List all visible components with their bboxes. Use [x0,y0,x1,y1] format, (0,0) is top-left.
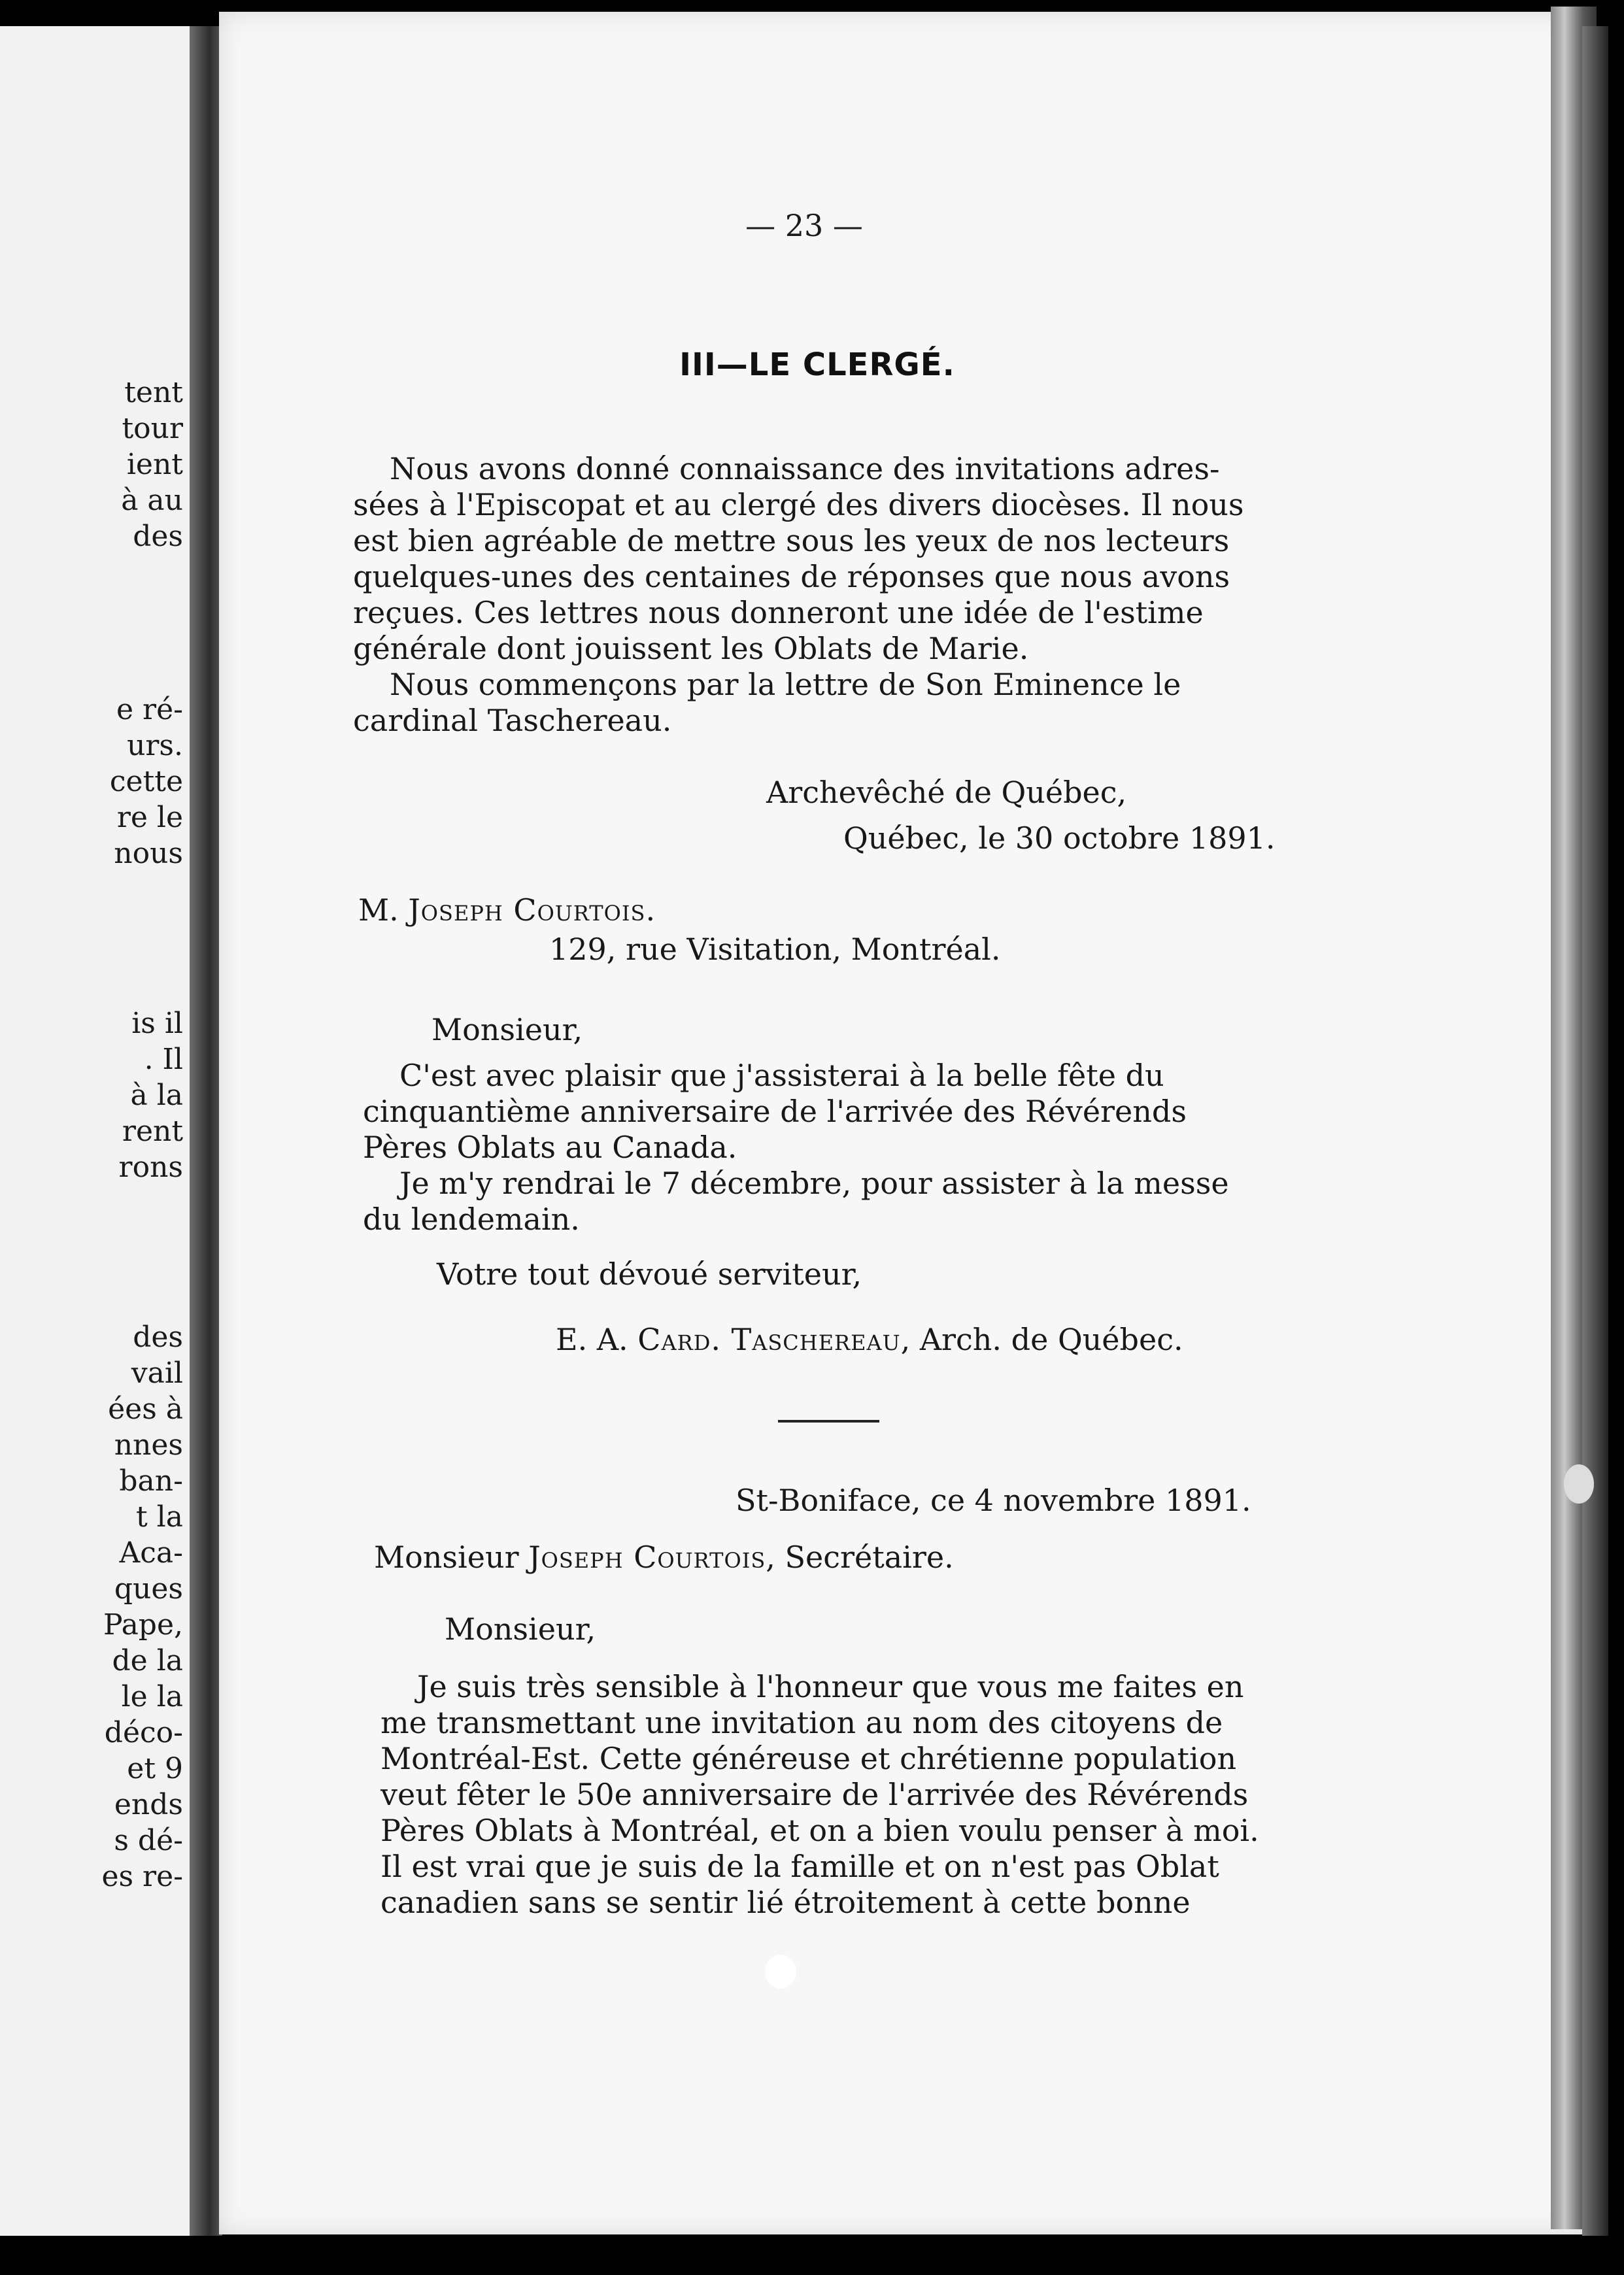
text-line: est bien agréable de mettre sous les yeux de nos lecteurs [353,523,1230,558]
text-line: Nous commençons par la lettre de Son Eminence le [390,667,1181,702]
text-line: cinquantième anniversaire de l'arrivée des Révérends [363,1094,1187,1129]
section-title: III—LE CLERGÉ. [679,346,955,383]
text-line: Montréal-Est. Cette généreuse et chrétienne population [381,1741,1237,1776]
letter1-place: Archevêché de Québec, [766,775,1127,810]
left-page-fragment: nous [114,837,183,870]
left-page-fragment: tour [122,412,183,445]
letter1-address: 129, rue Visitation, Montréal. [549,932,1001,967]
left-page-fragment: ends [114,1788,183,1821]
text-line: générale dont jouissent les Oblats de Marie. [353,631,1029,666]
left-page-fragment: ques [114,1572,183,1606]
signature-suffix: , Arch. de Québec. [900,1322,1183,1357]
page-gutter [190,26,222,2236]
addressee-name: Joseph Courtois [528,1540,766,1575]
left-page-fragment: nnes [114,1428,183,1462]
left-page-fragment: des [133,1321,183,1354]
text-line: me transmettant une invitation au nom des citoyens de [381,1705,1223,1740]
left-page-fragment: rons [118,1151,183,1184]
letter2-body [381,1669,1302,1921]
text-line: quelques-unes des centaines de réponses que nous avons [353,559,1230,594]
left-page-fragment: à la [130,1079,183,1112]
left-page-fragment: ban- [119,1464,183,1498]
addressee-suffix: , Secrétaire. [766,1540,954,1575]
page-edge-shadow [1582,26,1608,2236]
text-line: cardinal Taschereau. [353,703,672,738]
letter2-place-date: St-Boniface, ce 4 novembre 1891. [736,1483,1251,1518]
text-line: Je m'y rendrai le 7 décembre, pour assister à la messe [399,1166,1229,1201]
left-page-fragment: re le [116,801,183,834]
text-line: veut fêter le 50e anniversaire de l'arrivée des Révérends [381,1777,1249,1812]
left-page-fragment: vail [131,1357,183,1390]
text-line: du lendemain. [363,1202,580,1237]
text-line: Pères Oblats au Canada. [363,1130,737,1165]
letter1-date: Québec, le 30 octobre 1891. [843,820,1276,856]
scan-speck [765,1955,796,1989]
left-page-fragment: t la [136,1500,183,1534]
text-line: Je suis très sensible à l'honneur que vous me faites en [417,1669,1244,1704]
addressee-prefix: Monsieur [374,1540,529,1575]
left-page-fragment: à au [121,484,183,517]
left-page-fragment: is il [131,1007,183,1040]
addressee-name: Joseph Courtois [408,892,646,928]
letter1-addressee [358,892,655,928]
left-page-fragment: ées à [108,1392,183,1426]
addressee-suffix: . [645,892,656,928]
left-page-fragment: Aca- [119,1536,183,1570]
text-line: sées à l'Episcopat et au clergé des divers diocèses. Il nous [353,487,1244,522]
letter1-body [363,1058,1285,1238]
intro-paragraph [353,451,1281,739]
left-page-fragment: ient [126,448,183,481]
left-page-fragment: rent [122,1115,183,1148]
left-page-fragment: urs. [127,729,183,762]
addressee-prefix: M. [358,892,409,928]
left-page-fragment: cette [109,765,183,798]
left-page-fragment: de la [112,1644,183,1677]
left-page-fragment: déco- [104,1716,183,1749]
scan-speck [1564,1464,1594,1504]
letter1-salutation: Monsieur, [431,1012,583,1047]
letter2-addressee [374,1540,954,1575]
left-page-fragment: e ré- [116,693,183,726]
separator-rule [778,1420,879,1423]
page-number: — 23 — [745,208,863,243]
left-page-fragment: et 9 [127,1752,183,1785]
left-page-fragment: le la [121,1680,183,1713]
text-line: C'est avec plaisir que j'assisterai à la belle fête du [399,1058,1164,1093]
left-page-fragment: des [133,520,183,553]
text-line: canadien sans se sentir lié étroitement à cette bonne [381,1885,1191,1920]
signature-prefix: E. A. [556,1322,638,1357]
left-page-fragment: . Il [144,1043,183,1076]
text-line: Il est vrai que je suis de la famille et on n'est pas Oblat [381,1849,1219,1884]
text-line: Nous avons donné connaissance des invitations adres- [390,451,1220,486]
left-page-fragment: s dé- [114,1824,183,1857]
text-line: reçues. Ces lettres nous donneront une idée de l'estime [353,595,1204,630]
signature-name: Card. Taschereau [637,1322,901,1357]
text-line: Pères Oblats à Montréal, et on a bien voulu penser à moi. [381,1813,1259,1848]
left-page-fragment: Pape, [103,1608,183,1642]
letter2-salutation: Monsieur, [445,1611,596,1647]
letter1-closing: Votre tout dévoué serviteur, [437,1256,862,1292]
letter1-signature [556,1322,1183,1357]
left-page-fragment: tent [124,376,183,409]
left-page-fragment: es re- [101,1860,183,1893]
